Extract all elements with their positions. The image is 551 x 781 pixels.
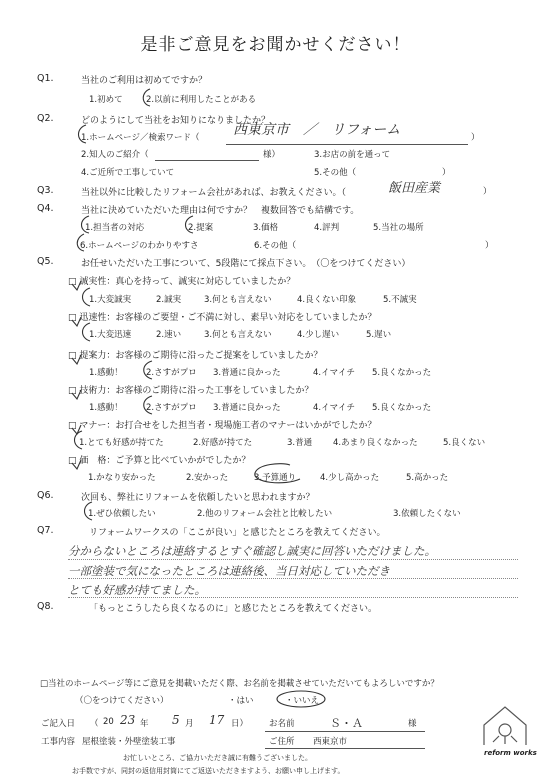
q5-price-opt-4[interactable]: 4.少し高かった — [320, 473, 380, 483]
q2-handwritten-keyword: 西東京市 ／ リフォーム — [233, 122, 401, 138]
q5-speed-opt-2[interactable]: 2.速い — [156, 330, 182, 340]
q5-price-opt-5[interactable]: 5.高かった — [406, 473, 449, 483]
date-day: 17 — [209, 713, 225, 727]
q5-manners-opt-2[interactable]: 2.好感が持てた — [193, 438, 253, 448]
q3-number: Q3. — [37, 185, 54, 196]
q5-price-circle — [255, 464, 300, 483]
q4-option-3[interactable]: 3.価格 — [253, 223, 279, 233]
q4-question: 当社に決めていただいた理由は何ですか？ 複数回答でも結構です。 — [81, 206, 360, 216]
q4-option-2[interactable]: 2.提案 — [188, 223, 214, 233]
q5-price-opt-3[interactable]: 3.予算通り — [254, 473, 297, 483]
q5-proposal-circle — [144, 361, 152, 379]
q5-speed-opt-4[interactable]: 4.少し遅い — [297, 330, 340, 340]
q4-circle-mark-6 — [77, 234, 84, 251]
q4-option-4[interactable]: 4.評判 — [314, 223, 340, 233]
page-title: 是非ご意見をお聞かせください！ — [140, 35, 411, 55]
date-year: 23 — [120, 713, 136, 727]
q6-circle — [85, 502, 93, 520]
q5-sincerity-circle — [83, 288, 91, 306]
work-value: 屋根塗装・外壁塗装工事 — [82, 737, 176, 747]
name-sama: 様 — [408, 719, 417, 729]
consent-question: □当社のホームページ等にご意見を掲載いただく際、お名前を掲載させていただいてもよろしいですか？ — [40, 679, 439, 689]
q5-sincerity-opt-1[interactable]: 1.大変誠実 — [89, 295, 132, 305]
q5-item-head-price: □ 価 格：ご予算と比べていかがでしたか？ — [68, 456, 251, 466]
q5-speed-opt-1[interactable]: 1.大変迅速 — [89, 330, 132, 340]
q7-question: リフォームワークスの「ここが良い」と感じたところを教えてください。 — [89, 528, 386, 538]
q5-speed-opt-3[interactable]: 3.何とも言えない — [204, 330, 272, 340]
q8-question: 「もっとこうしたら良くなるのに」と感じたところを教えてください。 — [89, 604, 378, 614]
date-year-suffix: 年 — [140, 719, 149, 729]
q5-proposal-opt-5[interactable]: 5.良くなかった — [372, 368, 432, 378]
q5-item-head-skill: □ 技術力：お客様のご期待に沿った工事をしていましたか？ — [68, 386, 314, 396]
q1-option-2[interactable]: 2.以前に利用したことがある — [146, 95, 257, 105]
footer-return-note: お手数ですが、同封の返信用封筒にてご返送いただきますよう、お願い申し上げます。 — [72, 767, 345, 775]
q2-sama: 様） — [263, 150, 281, 160]
address-value: 西東京市 — [313, 737, 348, 747]
q2-close-paren-1: ） — [471, 133, 480, 143]
q2-number: Q2. — [37, 113, 54, 124]
q5-item-head-sincerity: □ 誠実性：真心を持って、誠実に対応していましたか？ — [68, 277, 296, 287]
q2-option-2[interactable]: 2.知人のご紹介（ — [81, 150, 149, 160]
q5-proposal-opt-2[interactable]: 2.さすがプロ — [146, 368, 197, 378]
consent-instruction: （〇をつけてください） — [75, 696, 169, 706]
date-month: 5 — [172, 713, 180, 727]
q5-skill-opt-2[interactable]: 2.さすがプロ — [146, 403, 197, 413]
work-label: 工事内容 — [41, 737, 76, 747]
q3-handwritten-company: 飯田産業 — [388, 181, 441, 196]
q1-question: 当社のご利用は初めてですか？ — [81, 76, 208, 86]
q5-skill-opt-5[interactable]: 5.良くなかった — [372, 403, 432, 413]
q5-price-opt-2[interactable]: 2.安かった — [186, 473, 229, 483]
q5-item-head-manners: □ マナー：お打合せをした担当者・現場施工者のマナーはいかがでしたか？ — [68, 421, 377, 431]
check-tick — [72, 460, 81, 469]
q7-number: Q7. — [37, 525, 54, 536]
footer-thanks: お忙しいところ、ご協力いただき誠に有難うございました。 — [123, 754, 312, 762]
check-tick — [72, 281, 81, 290]
q8-number: Q8. — [37, 601, 54, 612]
q4-option-1[interactable]: 1.担当者の対応 — [85, 223, 145, 233]
q6-option-3[interactable]: 3.依頼したくない — [393, 509, 461, 519]
q5-sincerity-opt-3[interactable]: 3.何とも言えない — [204, 295, 272, 305]
q2-question: どのようにして当社をお知りになりましたか？ — [81, 116, 271, 126]
q4-circle-mark-1 — [82, 216, 90, 233]
q4-number: Q4. — [37, 203, 54, 214]
q5-manners-opt-1[interactable]: 1.とても好感が持てた — [79, 438, 164, 448]
q4-close-paren: ） — [485, 241, 494, 251]
q1-circle-mark — [143, 89, 150, 106]
reform-works-logo-mark — [484, 707, 526, 745]
q5-manners-opt-5[interactable]: 5.良くない — [443, 438, 486, 448]
q5-manners-opt-3[interactable]: 3.普通 — [287, 438, 313, 448]
q5-manners-circle — [75, 431, 83, 449]
q2-close-paren-5: ） — [442, 168, 451, 178]
q5-price-opt-1[interactable]: 1.かなり安かった — [88, 473, 156, 483]
q6-option-1[interactable]: 1.ぜひ依頼したい — [88, 509, 156, 519]
q5-proposal-opt-3[interactable]: 3.普通に良かった — [213, 368, 281, 378]
q7-answer-line-3: とても好感が持てました。 — [68, 583, 206, 597]
date-era: 20 — [103, 717, 114, 727]
name-label: お名前 — [269, 719, 295, 729]
date-open: （ — [90, 719, 99, 729]
q2-circle-mark — [79, 125, 87, 143]
q5-item-head-proposal: □ 提案力：お客様のご期待に沿ったご提案をしていましたか？ — [68, 351, 323, 361]
date-label: ご記入日 — [41, 719, 76, 729]
q5-skill-opt-4[interactable]: 4.イマイチ — [313, 403, 355, 413]
q5-item-head-speed: □ 迅速性：お客様のご要望・ご不満に対し、素早い対応をしていましたか？ — [68, 313, 377, 323]
date-day-suffix: 日） — [231, 719, 249, 729]
q5-skill-circle — [144, 396, 152, 414]
q5-number: Q5. — [37, 256, 54, 267]
q4-circle-mark-2 — [186, 216, 194, 233]
q2-option-3[interactable]: 3.お店の前を通って — [314, 150, 391, 160]
q7-answer-line-2: 一部塗装で気になったところは連絡後、当日対応していただき — [68, 564, 390, 578]
q7-answer-line-1: 分からないところは連絡するとすぐ確認し誠実に回答いただけました。 — [68, 544, 436, 558]
q1-option-1[interactable]: 1.初めて — [89, 95, 123, 105]
name-value: Ｓ・Ａ — [330, 717, 363, 730]
q5-proposal-opt-4[interactable]: 4.イマイチ — [313, 368, 355, 378]
q5-sincerity-opt-5[interactable]: 5.不誠実 — [383, 295, 417, 305]
q6-option-2[interactable]: 2.他のリフォーム会社と比較したい — [197, 509, 333, 519]
q1-number: Q1. — [37, 73, 54, 84]
q5-skill-opt-1[interactable]: 1.感動！ — [89, 403, 123, 413]
q6-question: 次回も、弊社にリフォームを依頼したいと思われますか？ — [81, 493, 315, 503]
q4-option-5[interactable]: 5.当社の場所 — [373, 223, 424, 233]
check-tick — [72, 425, 81, 434]
q5-sincerity-opt-2[interactable]: 2.誠実 — [156, 295, 182, 305]
q5-question: お任せいただいた工事について、5段階にて採点下さい。 （〇をつけてください） — [81, 259, 411, 269]
q3-close-paren: ） — [483, 187, 492, 197]
q4-option-6a[interactable]: 6.ホームページのわかりやすさ — [80, 241, 199, 251]
q4-option-6b[interactable]: 6.その他（ — [254, 241, 297, 251]
check-tick — [72, 355, 81, 364]
consent-yes[interactable]: ・はい — [228, 696, 254, 706]
q6-number: Q6. — [37, 490, 54, 501]
q5-skill-opt-3[interactable]: 3.普通に良かった — [213, 403, 281, 413]
bullet: □ — [68, 277, 80, 287]
q5-proposal-opt-1[interactable]: 1.感動！ — [89, 368, 123, 378]
q3-question: 当社以外に比較したリフォーム会社があれば、お教えください。（ — [81, 188, 347, 198]
check-tick — [72, 317, 81, 326]
q5-speed-opt-5[interactable]: 5.遅い — [366, 330, 392, 340]
q2-option-5[interactable]: 5.その他（ — [314, 168, 357, 178]
q2-option-1[interactable]: 1.ホームページ／検索ワード（ — [81, 133, 200, 143]
q2-option-4[interactable]: 4.ご近所で工事していて — [81, 168, 175, 178]
address-label: ご住所 — [269, 737, 295, 747]
consent-no-circle — [277, 691, 325, 707]
consent-no[interactable]: ・いいえ — [285, 696, 320, 706]
q5-sincerity-opt-4[interactable]: 4.良くない印象 — [297, 295, 357, 305]
date-month-suffix: 月 — [185, 719, 194, 729]
company-logo-text: reform works — [484, 749, 537, 757]
check-tick — [72, 390, 81, 399]
q5-manners-opt-4[interactable]: 4.あまり良くなかった — [333, 438, 418, 448]
q5-speed-circle — [83, 323, 91, 341]
